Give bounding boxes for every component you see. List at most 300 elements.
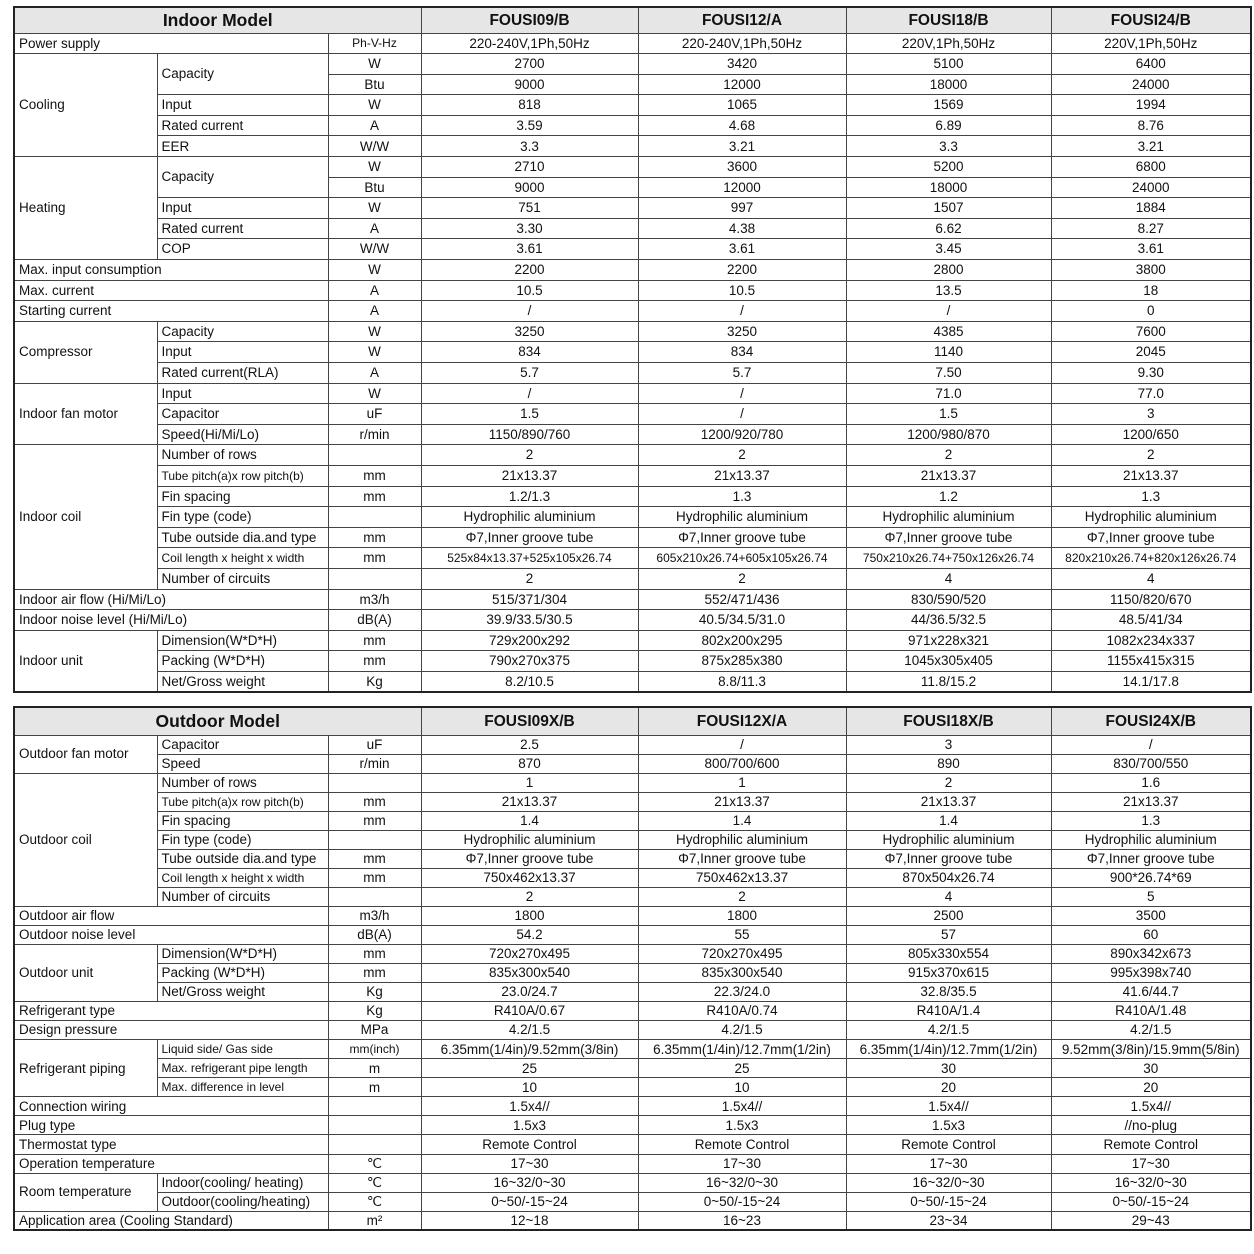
spec-value: 23.0/24.7: [421, 983, 638, 1002]
spec-value: 3500: [1051, 906, 1251, 925]
spec-value: 875x285x380: [638, 651, 846, 672]
spec-value: 21x13.37: [421, 465, 638, 486]
spec-unit: [328, 1116, 421, 1135]
spec-unit: W: [328, 321, 421, 342]
spec-row: [14, 548, 1251, 569]
spec-value: 1.5x4//: [1051, 1097, 1251, 1116]
spec-row: [14, 465, 1251, 486]
spec-value: 5200: [846, 157, 1051, 178]
spec-value: 3.3: [421, 136, 638, 157]
spec-value: 4.2/1.5: [846, 1021, 1051, 1040]
spec-value: 2: [846, 773, 1051, 792]
spec-row: [14, 1154, 1251, 1173]
spec-sub-label: Input: [157, 383, 328, 404]
spec-sub-label: Input: [157, 198, 328, 219]
spec-value: 820x210x26.74+820x126x26.74: [1051, 548, 1251, 569]
outdoor-header-row: [14, 707, 1251, 735]
spec-value: R410A/1.4: [846, 1002, 1051, 1021]
spec-unit: mm: [328, 868, 421, 887]
spec-value: 9.30: [1051, 363, 1251, 384]
spec-value: 3: [1051, 404, 1251, 425]
spec-value: 3.21: [638, 136, 846, 157]
spec-sub-label: Fin type (code): [157, 507, 328, 528]
spec-row: [14, 486, 1251, 507]
spec-sub-label: Speed: [157, 754, 328, 773]
spec-row: [14, 964, 1251, 983]
spec-value: 0: [1051, 301, 1251, 322]
spec-value: 10.5: [638, 280, 846, 301]
spec-value: 1507: [846, 198, 1051, 219]
spec-value: 9000: [421, 177, 638, 198]
spec-unit: [328, 1097, 421, 1116]
spec-row: [14, 887, 1251, 906]
model-name-header: FOUSI09X/B: [421, 707, 638, 735]
spec-unit: W/W: [328, 239, 421, 260]
spec-value: 29~43: [1051, 1211, 1251, 1230]
spec-value: /: [638, 301, 846, 322]
model-name-header: FOUSI12/A: [638, 7, 846, 33]
spec-sub-label: Number of circuits: [157, 887, 328, 906]
spec-value: 71.0: [846, 383, 1051, 404]
spec-sub-label: Capacity: [157, 321, 328, 342]
spec-value: 2500: [846, 906, 1051, 925]
spec-row: [14, 198, 1251, 219]
spec-value: 0~50/-15~24: [846, 1192, 1051, 1211]
spec-group-label: Compressor: [14, 321, 157, 383]
spec-value: 835x300x540: [421, 964, 638, 983]
spec-unit: mm: [328, 849, 421, 868]
spec-row: [14, 983, 1251, 1002]
spec-value: 830/700/550: [1051, 754, 1251, 773]
spec-row: [14, 735, 1251, 754]
spec-value: 2: [638, 445, 846, 466]
spec-value: 1.5x3: [638, 1116, 846, 1135]
spec-value: 12~18: [421, 1211, 638, 1230]
spec-sub-label: Input: [157, 342, 328, 363]
spec-value: 18: [1051, 280, 1251, 301]
spec-value: 1.2: [846, 486, 1051, 507]
spec-sub-label: Max. refrigerant pipe length: [157, 1059, 328, 1078]
spec-value: 7600: [1051, 321, 1251, 342]
spec-unit: m3/h: [328, 589, 421, 610]
spec-value: 1.2/1.3: [421, 486, 638, 507]
spec-row: [14, 33, 1251, 54]
spec-row: [14, 95, 1251, 116]
spec-row: [14, 773, 1251, 792]
spec-value: 830/590/520: [846, 589, 1051, 610]
spec-value: 21x13.37: [638, 465, 846, 486]
spec-sub-label: Tube pitch(a)x row pitch(b): [157, 465, 328, 486]
spec-value: 25: [638, 1059, 846, 1078]
spec-value: 1.5: [846, 404, 1051, 425]
spec-sub-label: Outdoor(cooling/heating): [157, 1192, 328, 1211]
spec-sub-label: Capacity: [157, 157, 328, 198]
spec-value: 4: [1051, 568, 1251, 589]
spec-row: [14, 792, 1251, 811]
spec-unit: m: [328, 1059, 421, 1078]
spec-value: 6.89: [846, 115, 1051, 136]
spec-unit: mm: [328, 630, 421, 651]
spec-value: 3.61: [421, 239, 638, 260]
spec-value: 2: [846, 445, 1051, 466]
spec-label: Thermostat type: [14, 1135, 328, 1154]
spec-value: 4.2/1.5: [1051, 1021, 1251, 1040]
spec-value: Hydrophilic aluminium: [638, 830, 846, 849]
spec-unit: A: [328, 280, 421, 301]
spec-value: Remote Control: [1051, 1135, 1251, 1154]
spec-value: 1.4: [846, 811, 1051, 830]
spec-value: 1.3: [1051, 486, 1251, 507]
spec-value: 1.5x4//: [421, 1097, 638, 1116]
spec-group-label: Heating: [14, 157, 157, 260]
spec-value: 3.30: [421, 218, 638, 239]
spec-value: 55: [638, 925, 846, 944]
spec-value: 10.5: [421, 280, 638, 301]
spec-value: 1994: [1051, 95, 1251, 116]
spec-value: 2200: [421, 260, 638, 281]
spec-value: Φ7,Inner groove tube: [421, 527, 638, 548]
spec-row: [14, 830, 1251, 849]
spec-value: 720x270x495: [421, 945, 638, 964]
spec-value: R410A/0.67: [421, 1002, 638, 1021]
spec-sub-label: Dimension(W*D*H): [157, 630, 328, 651]
spec-value: 17~30: [638, 1154, 846, 1173]
spec-value: 3250: [421, 321, 638, 342]
indoor-model-title: Indoor Model: [14, 7, 421, 33]
spec-value: 54.2: [421, 925, 638, 944]
spec-value: 3.21: [1051, 136, 1251, 157]
spec-value: Φ7,Inner groove tube: [638, 849, 846, 868]
spec-value: Φ7,Inner groove tube: [1051, 849, 1251, 868]
spec-row: [14, 404, 1251, 425]
spec-unit: r/min: [328, 424, 421, 445]
spec-value: 2700: [421, 54, 638, 75]
spec-unit: W: [328, 383, 421, 404]
spec-value: 9.52mm(3/8in)/15.9mm(5/8in): [1051, 1040, 1251, 1059]
spec-value: 16~32/0~30: [1051, 1173, 1251, 1192]
spec-value: Hydrophilic aluminium: [1051, 830, 1251, 849]
spec-value: Hydrophilic aluminium: [846, 507, 1051, 528]
spec-label: Starting current: [14, 301, 328, 322]
spec-row: [14, 321, 1251, 342]
spec-unit: [328, 887, 421, 906]
spec-row: [14, 157, 1251, 178]
spec-value: 1.5x4//: [638, 1097, 846, 1116]
spec-value: 4.2/1.5: [638, 1021, 846, 1040]
spec-sub-label: Max. difference in level: [157, 1078, 328, 1097]
spec-value: Φ7,Inner groove tube: [846, 849, 1051, 868]
spec-value: 790x270x375: [421, 651, 638, 672]
spec-unit: [328, 445, 421, 466]
spec-sub-label: Fin spacing: [157, 811, 328, 830]
spec-sub-label: Net/Gross weight: [157, 671, 328, 692]
spec-value: 14.1/17.8: [1051, 671, 1251, 692]
spec-label: Max. input consumption: [14, 260, 328, 281]
spec-row: [14, 811, 1251, 830]
outdoor-spec-table: [13, 706, 1252, 1231]
spec-value: 1.3: [638, 486, 846, 507]
spec-value: 900*26.74*69: [1051, 868, 1251, 887]
spec-group-label: Outdoor coil: [14, 773, 157, 906]
spec-value: 16~32/0~30: [421, 1173, 638, 1192]
spec-row: [14, 342, 1251, 363]
spec-value: 870x504x26.74: [846, 868, 1051, 887]
spec-value: 77.0: [1051, 383, 1251, 404]
spec-row: [14, 218, 1251, 239]
spec-unit: Btu: [328, 177, 421, 198]
spec-sub-label: Capacitor: [157, 735, 328, 754]
spec-unit: uF: [328, 404, 421, 425]
spec-value: 971x228x321: [846, 630, 1051, 651]
spec-value: 18000: [846, 74, 1051, 95]
model-name-header: FOUSI09/B: [421, 7, 638, 33]
spec-group-label: Indoor unit: [14, 630, 157, 692]
spec-row: [14, 280, 1251, 301]
spec-unit: W: [328, 198, 421, 219]
spec-value: 4385: [846, 321, 1051, 342]
spec-sub-label: Number of rows: [157, 773, 328, 792]
spec-unit: ℃: [328, 1173, 421, 1192]
spec-value: 729x200x292: [421, 630, 638, 651]
spec-value: 5100: [846, 54, 1051, 75]
spec-row: [14, 1192, 1251, 1211]
spec-value: Hydrophilic aluminium: [421, 507, 638, 528]
spec-value: Remote Control: [846, 1135, 1051, 1154]
spec-value: Hydrophilic aluminium: [1051, 507, 1251, 528]
spec-value: 1.5x3: [846, 1116, 1051, 1135]
spec-sub-label: Indoor(cooling/ heating): [157, 1173, 328, 1192]
spec-value: 805x330x554: [846, 945, 1051, 964]
spec-label: Outdoor air flow: [14, 906, 328, 925]
spec-value: 890: [846, 754, 1051, 773]
spec-value: 3.61: [638, 239, 846, 260]
spec-value: 1150/820/670: [1051, 589, 1251, 610]
spec-value: 802x200x295: [638, 630, 846, 651]
spec-unit: mm: [328, 792, 421, 811]
spec-value: 1200/980/870: [846, 424, 1051, 445]
spec-value: 25: [421, 1059, 638, 1078]
spec-group-label: Indoor fan motor: [14, 383, 157, 445]
spec-sub-label: Tube pitch(a)x row pitch(b): [157, 792, 328, 811]
spec-value: 17~30: [1051, 1154, 1251, 1173]
spec-value: 20: [1051, 1078, 1251, 1097]
spec-unit: [328, 773, 421, 792]
spec-value: 751: [421, 198, 638, 219]
spec-value: 13.5: [846, 280, 1051, 301]
spec-value: 7.50: [846, 363, 1051, 384]
spec-value: 1: [421, 773, 638, 792]
spec-unit: mm: [328, 527, 421, 548]
spec-unit: m3/h: [328, 906, 421, 925]
spec-value: 3.45: [846, 239, 1051, 260]
spec-sub-label: Tube outside dia.and type: [157, 527, 328, 548]
spec-value: 17~30: [846, 1154, 1051, 1173]
spec-sub-label: Fin type (code): [157, 830, 328, 849]
spec-unit: mm: [328, 964, 421, 983]
spec-value: 6.62: [846, 218, 1051, 239]
spec-row: [14, 568, 1251, 589]
spec-unit: mm: [328, 465, 421, 486]
spec-value: 2.5: [421, 735, 638, 754]
spec-value: 16~23: [638, 1211, 846, 1230]
spec-sub-label: Rated current: [157, 115, 328, 136]
spec-value: 750x462x13.37: [638, 868, 846, 887]
spec-value: 39.9/33.5/30.5: [421, 610, 638, 631]
spec-value: 6.35mm(1/4in)/12.7mm(1/2in): [846, 1040, 1051, 1059]
spec-value: 12000: [638, 177, 846, 198]
spec-row: [14, 925, 1251, 944]
spec-row: [14, 301, 1251, 322]
spec-unit: mm: [328, 811, 421, 830]
spec-value: 2: [421, 445, 638, 466]
spec-row: [14, 363, 1251, 384]
spec-unit: uF: [328, 735, 421, 754]
spec-value: 3.59: [421, 115, 638, 136]
spec-value: 6400: [1051, 54, 1251, 75]
outdoor-model-title: Outdoor Model: [14, 707, 421, 735]
spec-label: Connection wiring: [14, 1097, 328, 1116]
spec-row: [14, 1097, 1251, 1116]
spec-value: Φ7,Inner groove tube: [421, 849, 638, 868]
spec-row: [14, 1078, 1251, 1097]
spec-label: Power supply: [14, 33, 328, 54]
spec-row: [14, 1135, 1251, 1154]
spec-value: 720x270x495: [638, 945, 846, 964]
spec-value: 30: [846, 1059, 1051, 1078]
spec-group-label: Outdoor fan motor: [14, 735, 157, 773]
model-name-header: FOUSI18/B: [846, 7, 1051, 33]
spec-value: 0~50/-15~24: [421, 1192, 638, 1211]
spec-unit: A: [328, 301, 421, 322]
spec-value: 17~30: [421, 1154, 638, 1173]
spec-row: [14, 1002, 1251, 1021]
spec-row: [14, 610, 1251, 631]
spec-value: 3: [846, 735, 1051, 754]
spec-value: 16~32/0~30: [638, 1173, 846, 1192]
spec-value: 1.4: [638, 811, 846, 830]
spec-value: 3420: [638, 54, 846, 75]
indoor-header-row: [14, 7, 1251, 33]
spec-unit: W: [328, 54, 421, 75]
spec-value: 1.5x4//: [846, 1097, 1051, 1116]
spec-value: 3800: [1051, 260, 1251, 281]
spec-value: 2710: [421, 157, 638, 178]
spec-value: 220V,1Ph,50Hz: [1051, 33, 1251, 54]
model-name-header: FOUSI24/B: [1051, 7, 1251, 33]
spec-value: 5.7: [638, 363, 846, 384]
spec-value: 835x300x540: [638, 964, 846, 983]
spec-unit: Kg: [328, 1002, 421, 1021]
spec-value: /: [638, 735, 846, 754]
spec-value: R410A/0.74: [638, 1002, 846, 1021]
spec-value: 552/471/436: [638, 589, 846, 610]
spec-value: 1140: [846, 342, 1051, 363]
spec-value: /: [638, 404, 846, 425]
spec-value: 997: [638, 198, 846, 219]
spec-value: 2045: [1051, 342, 1251, 363]
spec-value: 1150/890/760: [421, 424, 638, 445]
spec-unit: W: [328, 342, 421, 363]
spec-value: 4: [846, 568, 1051, 589]
spec-value: //no-plug: [1051, 1116, 1251, 1135]
spec-row: [14, 424, 1251, 445]
spec-sub-label: Rated current(RLA): [157, 363, 328, 384]
spec-unit: A: [328, 218, 421, 239]
spec-label: Application area (Cooling Standard): [14, 1211, 328, 1230]
spec-value: 57: [846, 925, 1051, 944]
spec-value: 605x210x26.74+605x105x26.74: [638, 548, 846, 569]
spec-sub-label: EER: [157, 136, 328, 157]
spec-value: 60: [1051, 925, 1251, 944]
spec-value: 24000: [1051, 177, 1251, 198]
spec-value: 41.6/44.7: [1051, 983, 1251, 1002]
spec-value: Φ7,Inner groove tube: [638, 527, 846, 548]
spec-unit: mm: [328, 651, 421, 672]
spec-row: [14, 651, 1251, 672]
spec-value: 870: [421, 754, 638, 773]
spec-value: 5: [1051, 887, 1251, 906]
spec-row: [14, 589, 1251, 610]
spec-value: 0~50/-15~24: [638, 1192, 846, 1211]
spec-value: 8.2/10.5: [421, 671, 638, 692]
spec-value: 21x13.37: [638, 792, 846, 811]
spec-value: /: [421, 301, 638, 322]
spec-value: 2: [638, 568, 846, 589]
spec-unit: W: [328, 260, 421, 281]
spec-value: Remote Control: [638, 1135, 846, 1154]
spec-value: 0~50/-15~24: [1051, 1192, 1251, 1211]
spec-unit: W/W: [328, 136, 421, 157]
spec-row: [14, 1116, 1251, 1135]
spec-sub-label: Number of circuits: [157, 568, 328, 589]
spec-value: 40.5/34.5/31.0: [638, 610, 846, 631]
spec-sub-label: Coil length x height x width: [157, 548, 328, 569]
spec-unit: W: [328, 95, 421, 116]
spec-unit: dB(A): [328, 610, 421, 631]
spec-value: 4.2/1.5: [421, 1021, 638, 1040]
spec-label: Refrigerant type: [14, 1002, 328, 1021]
spec-unit: mm: [328, 548, 421, 569]
spec-sub-label: Tube outside dia.and type: [157, 849, 328, 868]
spec-value: 16~32/0~30: [846, 1173, 1051, 1192]
spec-value: 1155x415x315: [1051, 651, 1251, 672]
spec-sub-label: Liquid side/ Gas side: [157, 1040, 328, 1059]
spec-value: 750x210x26.74+750x126x26.74: [846, 548, 1051, 569]
spec-value: /: [846, 301, 1051, 322]
spec-value: 890x342x673: [1051, 945, 1251, 964]
spec-value: 10: [638, 1078, 846, 1097]
spec-value: 1.6: [1051, 773, 1251, 792]
spec-row: [14, 507, 1251, 528]
spec-unit: [328, 507, 421, 528]
spec-label: Operation temperature: [14, 1154, 328, 1173]
spec-value: 2800: [846, 260, 1051, 281]
spec-row: [14, 1040, 1251, 1059]
spec-value: 4.38: [638, 218, 846, 239]
spec-value: 4.68: [638, 115, 846, 136]
spec-value: 48.5/41/34: [1051, 610, 1251, 631]
spec-value: 818: [421, 95, 638, 116]
spec-row: [14, 945, 1251, 964]
spec-value: 515/371/304: [421, 589, 638, 610]
spec-sub-label: Rated current: [157, 218, 328, 239]
spec-value: 23~34: [846, 1211, 1051, 1230]
spec-value: 20: [846, 1078, 1051, 1097]
spec-row: [14, 527, 1251, 548]
spec-value: 1800: [638, 906, 846, 925]
spec-value: Hydrophilic aluminium: [638, 507, 846, 528]
spec-value: 8.76: [1051, 115, 1251, 136]
